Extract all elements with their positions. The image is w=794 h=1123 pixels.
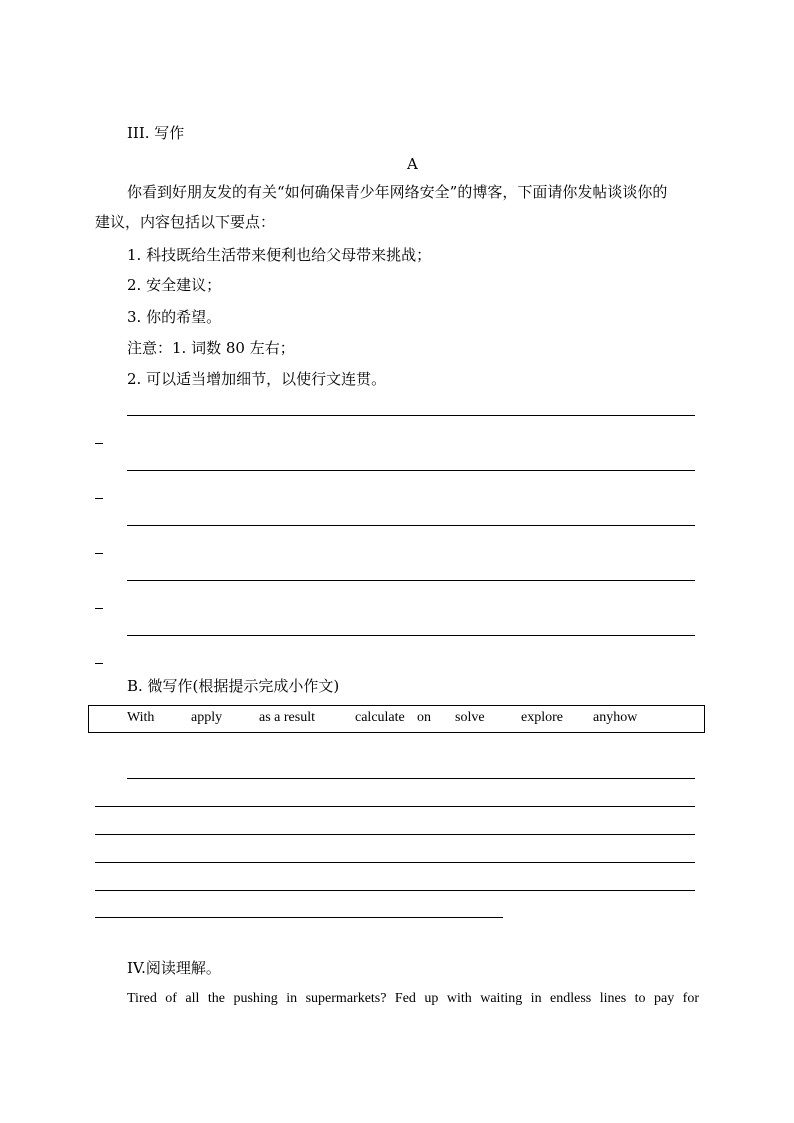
word-bank-item: calculate [355,710,405,725]
word-bank-item: anyhow [593,710,638,725]
line-dash-mark [95,608,103,609]
point-2: 2. 安全建议； [127,276,222,294]
line-dash-mark [95,498,103,499]
point-1: 1. 科技既给生活带来便利也给父母带来挑战； [127,246,432,264]
answer-line[interactable] [127,470,695,471]
note-2: 2. 可以适当增加细节，以使行文连贯。 [127,370,387,388]
prompt-line-2: 建议，内容包括以下要点： [95,213,276,231]
answer-line[interactable] [95,806,695,807]
answer-line[interactable] [127,415,695,416]
line-dash-mark [95,663,103,664]
word-bank-item: apply [191,710,223,725]
word-bank-box [88,705,705,733]
answer-line[interactable] [95,890,695,891]
answer-line[interactable] [127,778,695,779]
word-bank-item: on [417,710,431,725]
note-1: 注意：1. 词数 80 左右； [127,339,295,357]
answer-line[interactable] [127,580,695,581]
part-b-heading: B. 微写作(根据提示完成小作文) [127,677,340,695]
word-bank-item: as a result [259,710,315,725]
line-dash-mark [95,443,103,444]
section-4-heading: IV.阅读理解。 [127,959,221,977]
prompt-line-1: 你看到好朋友发的有关“如何确保青少年网络安全”的博客，下面请你发帖谈谈你的 [127,183,668,201]
line-dash-mark [95,553,103,554]
answer-line[interactable] [95,862,695,863]
answer-line[interactable] [95,917,503,918]
section-3-heading: III. 写作 [127,124,185,142]
point-3: 3. 你的希望。 [127,308,222,326]
word-bank-item: explore [521,710,563,725]
part-a-label: A [407,155,418,173]
answer-line[interactable] [95,834,695,835]
answer-line[interactable] [127,525,695,526]
word-bank-item: solve [455,710,485,725]
answer-line[interactable] [127,635,695,636]
passage-first-line: Tired of all the pushing in supermarkets? Fed up with waiting in endless lines to pay for [127,991,699,1006]
word-bank-item: With [127,710,155,725]
